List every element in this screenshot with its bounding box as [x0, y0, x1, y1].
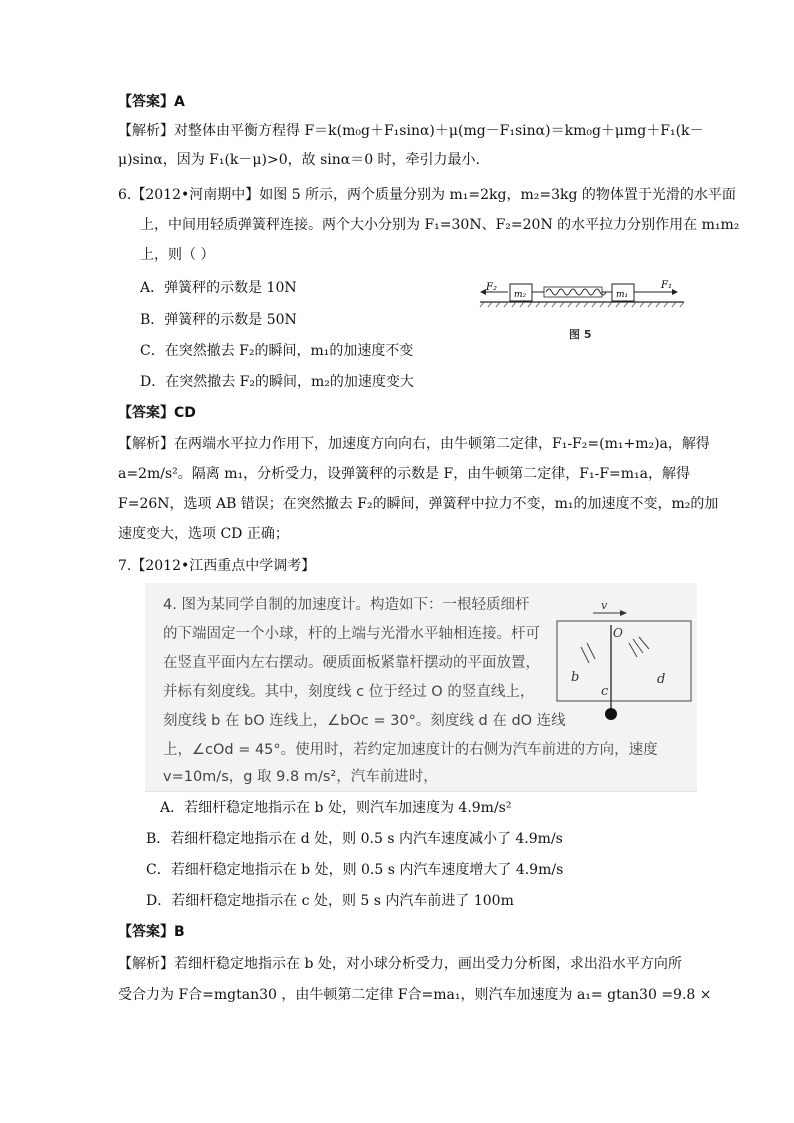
mark-b-label: b: [571, 670, 580, 685]
q7-answer: 【答案】B: [118, 924, 185, 940]
fig5-f2-label: F₂: [486, 282, 497, 293]
pivot-o-label: O: [613, 626, 623, 640]
q6-analysis-line-2: a=2m/s²。隔离 m₁，分析受力，设弹簧秤的示数是 F，由牛顿第二定律，F₁-F=m₁a，解得: [118, 466, 691, 482]
accelerometer-figure: [553, 599, 695, 729]
q7-analysis-line-2: 受合力为 F合=mgtan30 ，由牛顿第二定律 F合=ma₁，则汽车加速度为 a₁= gtan30 =9.8 ×: [118, 987, 712, 1003]
q6-analysis-line-1: 【解析】在两端水平拉力作用下，加速度方向向右，由牛顿第二定律，F₁-F₂=(m₁+m₂)a，解得: [118, 436, 710, 452]
q7-analysis-line-1: 【解析】若细杆稳定地指示在 b 处，对小球分析受力，画出受力分析图，求出沿水平方向所: [118, 956, 682, 972]
fig5-caption: 图 5: [569, 328, 592, 341]
q6-option-c: C．在突然撤去 F₂的瞬间，m₁的加速度不变: [140, 343, 414, 359]
q6-option-b: B．弹簧秤的示数是 50N: [140, 312, 297, 328]
q6-analysis-line-3: F=26N，选项 AB 错误；在突然撤去 F₂的瞬间，弹簧秤中拉力不变，m₁的加速度不变，m₂的加: [118, 496, 719, 512]
mark-c-label: c: [601, 684, 609, 699]
panel-board: [557, 621, 691, 701]
q6-option-d: D．在突然撤去 F₂的瞬间，m₂的加速度变大: [140, 374, 414, 390]
q7-option-c: C．若细杆稳定地指示在 b 处，则 0.5 s 内汽车速度增大了 4.9m/s: [146, 862, 564, 878]
q7-option-a: A．若细杆稳定地指示在 b 处，则汽车加速度为 4.9m/s²: [160, 800, 512, 816]
q6-option-a: A．弹簧秤的示数是 10N: [140, 280, 297, 296]
spring-balance-figure: [478, 278, 690, 348]
q7-option-b: B．若细杆稳定地指示在 d 处，则 0.5 s 内汽车速度减小了 4.9m/s: [146, 831, 563, 847]
q7-option-d: D．若细杆稳定地指示在 c 处，则 5 s 内汽车前进了 100m: [146, 893, 514, 909]
velocity-label: v: [601, 599, 608, 612]
q7-image-line-6: 上，∠cOd = 45°。使用时，若约定加速度计的右侧为汽车前进的方向，速度: [163, 742, 658, 758]
fig5-m2-label: m₂: [514, 290, 527, 300]
q6-analysis-line-4: 速度变大，选项 CD 正确；: [118, 526, 289, 542]
f1-arrowhead: [672, 289, 678, 295]
mark-d-label: d: [657, 672, 666, 687]
q5-answer: 【答案】A: [118, 94, 185, 110]
q7-image-line-2: 的下端固定一个小球，杆的上端与光滑水平轴相连接。杆可: [163, 626, 540, 642]
fig5-f1-label: F₁: [661, 280, 672, 291]
f2-arrowhead: [480, 289, 486, 295]
q5-analysis-line-1: 【解析】对整体由平衡方程得 F＝k(m₀g＋F₁sinα)＋μ(mg－F₁sinα)＝km₀g＋μmg＋F₁(k－: [118, 123, 704, 139]
fig5-m1-label: m₁: [616, 290, 629, 300]
q7-image-line-4: 并标有刻度线。其中，刻度线 c 位于经过 O 的竖直线上，: [163, 684, 535, 700]
q6-answer: 【答案】CD: [118, 405, 196, 421]
q6-stem-line-2: 上，中间用轻质弹簧秤连接。两个大小分别为 F₁=30N、F₂=20N 的水平拉力分别作用在 m₁m₂: [140, 217, 740, 233]
q6-stem-line-3: 上，则（ ）: [140, 247, 215, 263]
q7-header: 7.【2012•江西重点中学调考】: [118, 558, 316, 574]
q6-stem-line-1: 6.【2012•河南期中】如图 5 所示，两个质量分别为 m₁=2kg，m₂=3kg 的物体置于光滑的水平面: [118, 187, 736, 203]
ball: [605, 708, 617, 720]
q7-image-line-5: 刻度线 b 在 bO 连线上，∠bOc = 30°。刻度线 d 在 dO 连线: [163, 713, 566, 729]
q7-image-line-3: 在竖直平面内左右摆动。硬质面板紧靠杆摆动的平面放置，: [163, 655, 540, 671]
q7-image-line-1: 4. 图为某同学自制的加速度计。构造如下：一根轻质细杆: [163, 597, 530, 613]
spring-balance: [544, 287, 602, 297]
q5-analysis-line-2: μ)sinα，因为 F₁(k－μ)>0，故 sinα＝0 时，牵引力最小.: [118, 152, 481, 168]
q7-image-line-7: v=10m/s，g 取 9.8 m/s²，汽车前进时，: [163, 769, 438, 785]
q7-embedded-image: [145, 583, 697, 792]
